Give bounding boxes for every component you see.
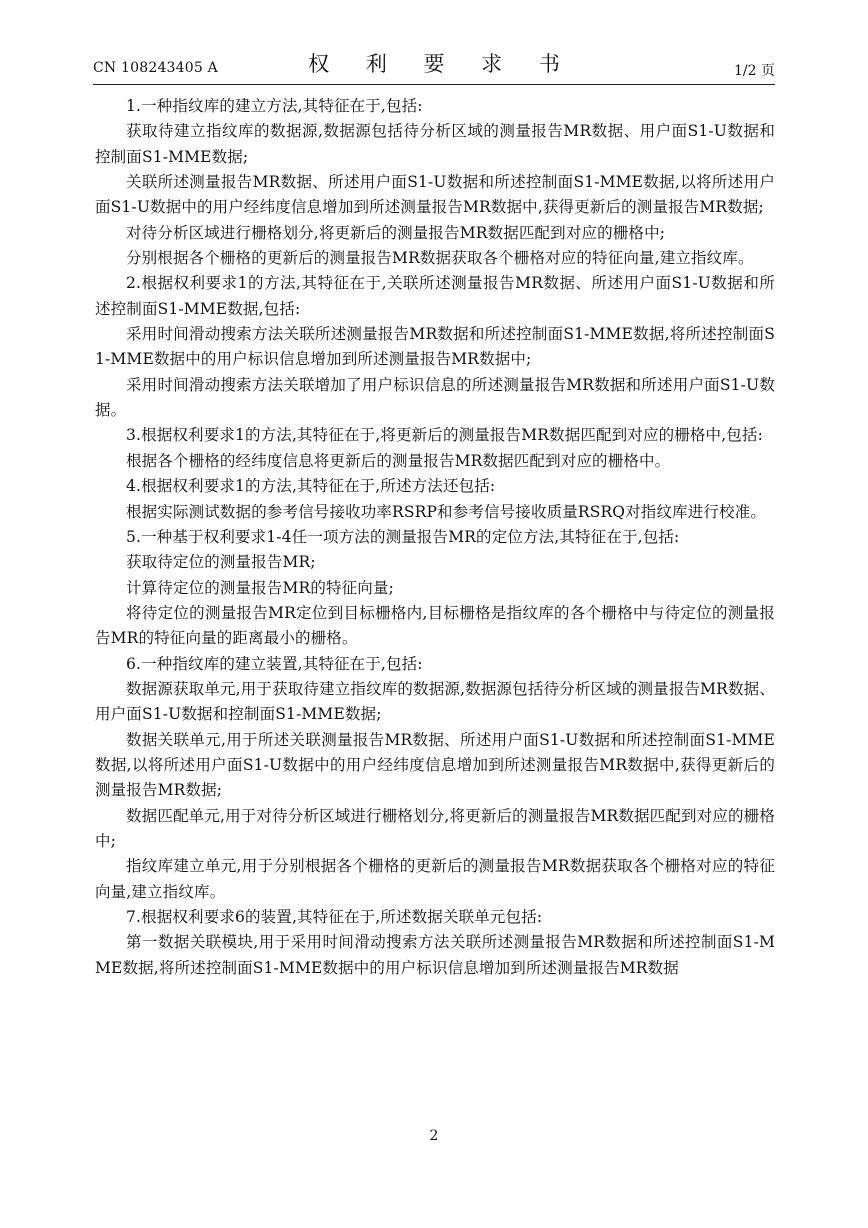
claim-paragraph: 关联所述测量报告MR数据、所述用户面S1-U数据和所述控制面S1-MME数据,以将所述用户面S1-U数据中的用户经纬度信息增加到所述测量报告MR数据中,获得更新后的测量报告MR数据; xyxy=(95,173,775,217)
claims-body xyxy=(95,94,775,981)
claim-paragraph: 2.根据权利要求1的方法,其特征在于,关联所述测量报告MR数据、所述用户面S1-U数据和所述控制面S1-MME数据,包括: xyxy=(95,274,775,318)
header-divider xyxy=(93,84,775,85)
claim-paragraph: 对待分析区域进行栅格划分,将更新后的测量报告MR数据匹配到对应的栅格中; xyxy=(126,223,666,242)
claim-paragraph: 根据各个栅格的经纬度信息将更新后的测量报告MR数据匹配到对应的栅格中。 xyxy=(126,451,671,470)
page-indicator: 1/2 页 xyxy=(734,63,775,79)
claim-paragraph: 数据匹配单元,用于对待分析区域进行栅格划分,将更新后的测量报告MR数据匹配到对应的栅格中; xyxy=(95,806,775,850)
patent-number: CN 108243405 A xyxy=(93,60,218,76)
page-number: 2 xyxy=(429,1128,439,1144)
claim-paragraph: 指纹库建立单元,用于分别根据各个栅格的更新后的测量报告MR数据获取各个栅格对应的特征向量,建立指纹库。 xyxy=(95,857,775,901)
document-title: 权 利 要 求 书 xyxy=(308,52,575,76)
page-header xyxy=(93,46,775,86)
claim-paragraph: 3.根据权利要求1的方法,其特征在于,将更新后的测量报告MR数据匹配到对应的栅格中,包括: xyxy=(126,426,763,445)
claim-paragraph: 计算待定位的测量报告MR的特征向量; xyxy=(126,578,394,597)
claim-paragraph: 将待定位的测量报告MR定位到目标栅格内,目标栅格是指纹库的各个栅格中与待定位的测量报告MR的特征向量的距离最小的栅格。 xyxy=(95,603,775,648)
claim-paragraph: 分别根据各个栅格的更新后的测量报告MR数据获取各个栅格对应的特征向量,建立指纹库。 xyxy=(126,249,754,268)
claim-paragraph: 4.根据权利要求1的方法,其特征在于,所述方法还包括: xyxy=(126,477,496,496)
claim-paragraph: 6.一种指纹库的建立装置,其特征在于,包括: xyxy=(126,654,423,673)
claim-paragraph: 数据关联单元,用于所述关联测量报告MR数据、所述用户面S1-U数据和所述控制面S1-MME数据,以将所述用户面S1-U数据中的用户经纬度信息增加到所述测量报告MR数据中,获得更新后的测量报告MR数据; xyxy=(95,730,775,800)
claim-paragraph: 根据实际测试数据的参考信号接收功率RSRP和参考信号接收质量RSRQ对指纹库进行校准。 xyxy=(126,502,767,521)
claim-paragraph: 7.根据权利要求6的装置,其特征在于,所述数据关联单元包括: xyxy=(126,908,543,926)
claim-paragraph: 获取待建立指纹库的数据源,数据源包括待分析区域的测量报告MR数据、用户面S1-U数据和控制面S1-MME数据; xyxy=(95,122,775,166)
claim-paragraph: 获取待定位的测量报告MR; xyxy=(126,553,316,572)
claim-paragraph: 采用时间滑动搜索方法关联所述测量报告MR数据和所述控制面S1-MME数据,将所述控制面S1-MME数据中的用户标识信息增加到所述测量报告MR数据中; xyxy=(95,325,775,369)
claim-paragraph: 数据源获取单元,用于获取待建立指纹库的数据源,数据源包括待分析区域的测量报告MR数据、用户面S1-U数据和控制面S1-MME数据; xyxy=(95,679,775,724)
claim-paragraph: 采用时间滑动搜索方法关联增加了用户标识信息的所述测量报告MR数据和所述用户面S1-U数据。 xyxy=(95,375,775,420)
claim-paragraph: 5.一种基于权利要求1-4任一项方法的测量报告MR的定位方法,其特征在于,包括: xyxy=(126,527,680,546)
claim-paragraph: 第一数据关联模块,用于采用时间滑动搜索方法关联所述测量报告MR数据和所述控制面S1-MME数据,将所述控制面S1-MME数据中的用户标识信息增加到所述测量报告MR数据 xyxy=(95,933,775,977)
claim-paragraph: 1.一种指纹库的建立方法,其特征在于,包括: xyxy=(126,97,423,115)
